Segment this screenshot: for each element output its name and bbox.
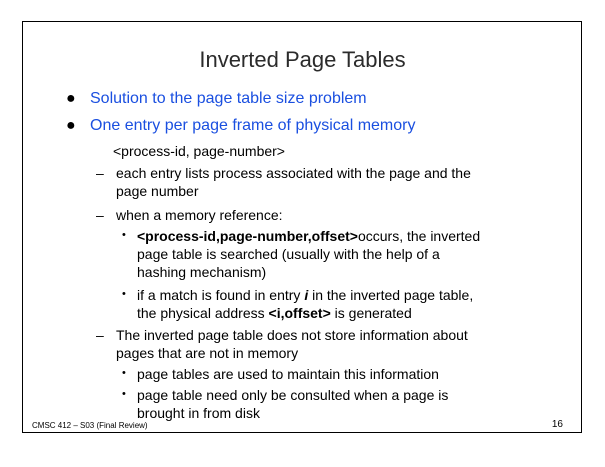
sub-item-1 [122,227,481,281]
small-bullet-icon: • [122,229,126,241]
sub-item-2-pre: if a match is found in entry [137,287,305,303]
page-number: 16 [551,419,563,430]
bullet-1-text: Solution to the page table size problem [90,90,367,107]
sub-bullet-2 [96,206,283,224]
bullet-dot-icon: ● [66,90,76,107]
sub-bullet-3 [96,326,468,362]
small-bullet-icon: • [122,388,126,400]
physical-address: <i,offset> [268,305,331,321]
sub-item-1-line3: hashing mechanism) [137,264,267,280]
sub-item-2-line2-pre: the physical address [137,305,269,321]
dash-icon: – [96,165,104,181]
small-bullet-icon: • [122,367,126,379]
sub-item-4-line2: brought in from disk [137,405,260,421]
sub-item-1-line2: page table is searched (usually with the help of a [137,246,440,262]
dash-icon: – [96,327,104,343]
tuple-text: <process-id, page-number> [113,143,285,159]
lookup-tuple: <process-id,page-number,offset> [137,228,358,244]
bullet-2-text: One entry per page frame of physical memory [90,117,416,134]
sub-bullet-1-line1: each entry lists process associated with the page and the [116,165,471,181]
sub-bullet-1-line2: page number [116,183,199,199]
bullet-dot-icon: ● [66,117,76,134]
sub-item-3 [122,365,439,383]
dash-icon: – [96,207,104,223]
sub-item-2-line2-post: is generated [330,305,412,321]
sub-item-3-text: page tables are used to maintain this information [137,366,439,382]
sub-item-4 [122,386,449,422]
entry-index: i [304,287,309,303]
sub-item-1-rest: occurs, the inverted [357,228,481,244]
slide-title: Inverted Page Tables [199,47,406,72]
small-bullet-icon: • [122,288,126,300]
bullet-2 [66,117,416,135]
sub-bullet-3-line2: pages that are not in memory [116,345,299,361]
sub-item-2-post: in the inverted page table, [308,287,474,303]
sub-item-2 [122,286,474,322]
sub-bullet-1 [96,164,471,200]
bullet-1 [66,90,367,108]
sub-bullet-2-text: when a memory reference: [116,207,283,223]
sub-item-4-line1: page table need only be consulted when a page is [137,387,449,403]
slide-footer: CMSC 412 – S03 (Final Review) [32,421,148,430]
sub-bullet-3-line1: The inverted page table does not store information about [116,327,468,343]
